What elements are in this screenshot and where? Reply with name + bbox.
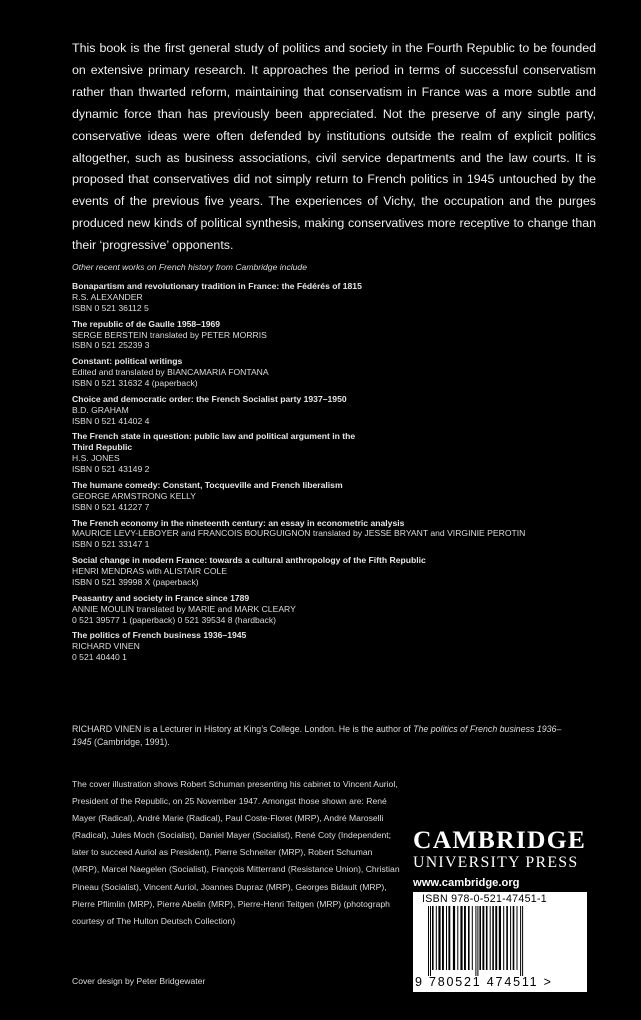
work-item	[72, 593, 572, 626]
work-title: Constant: political writings	[72, 356, 183, 367]
other-works-heading: Other recent works on French history from Cambridge include	[72, 262, 307, 272]
work-line: R.S. ALEXANDER	[72, 291, 143, 302]
work-title: Social change in modern France: towards a cultural anthropology of the Fifth Republic	[72, 555, 426, 566]
work-line: ISBN 0 521 36112 5	[72, 302, 149, 313]
barcode-bar	[492, 906, 494, 970]
barcode-bars	[422, 906, 582, 976]
publisher-name: CAMBRIDGE	[413, 825, 587, 854]
author-bio	[72, 723, 577, 749]
work-line: ANNIE MOULIN translated by MARIE and MARK CLEARY	[72, 603, 296, 614]
barcode-bar	[432, 906, 434, 970]
work-line: 0 521 39577 1 (paperback) 0 521 39534 8 (hardback)	[72, 614, 277, 625]
work-item	[72, 630, 572, 663]
book-blurb: This book is the first general study of politics and society in the Fourth Republic to be founded on extensive primary research. It approaches the period in terms of successful conservatism rather than thwarted reform, maintaining that conservatism in France was a more subtle and dynamic force than has previously been appreciated. Not the preserve of any single party, conservative ideas were often defended by institutions outside the realm of explicit politics altogether, such as business associations, civil service departments and the law courts. It is proposed that conservatives did not simply return to French politics in 1945 untouched by the events of the previous five years. The experiences of Vichy, the occupation and the purges produced new kinds of political synthesis, making conservatives more receptive to change than their ‘progressive’ opponents.	[72, 41, 596, 253]
barcode-bar	[464, 906, 466, 970]
publisher-press: UNIVERSITY PRESS	[413, 854, 579, 871]
author-bio-text: RICHARD VINEN is a Lecturer in History at King’s College. London. He is the author of	[72, 724, 414, 734]
work-line: GEORGE ARMSTRONG KELLY	[72, 490, 197, 501]
barcode-bar	[446, 906, 447, 970]
barcode-bar	[520, 906, 521, 976]
barcode-bar	[460, 906, 462, 970]
author-bio-book-title: The politics of French business 1936–1945	[72, 724, 562, 747]
barcode-bar	[448, 906, 450, 970]
barcode-bar	[513, 906, 515, 970]
barcode-bar	[479, 906, 481, 970]
barcode-bar	[442, 906, 444, 970]
work-item	[72, 319, 572, 352]
work-line: MAURICE LEVY-LEBOYER and FRANCOIS BOURGUIGNON translated by JESSE BRYANT and VIRGINIE PEROTIN	[72, 528, 526, 539]
work-item	[72, 480, 572, 513]
barcode-bar	[438, 906, 440, 970]
work-title: Bonapartism and revolutionary tradition in France: the Fédérés of 1815	[72, 281, 362, 291]
barcode-bar	[482, 906, 484, 970]
work-item	[72, 431, 572, 475]
work-line: ISBN 0 521 41227 7	[72, 501, 150, 512]
author-bio-tail: (Cambridge, 1991).	[91, 737, 170, 747]
barcode-bar	[428, 906, 429, 976]
barcode-bar	[468, 906, 470, 970]
work-line: ISBN 0 521 31632 4 (paperback)	[72, 378, 198, 389]
work-item	[72, 555, 572, 588]
barcode	[413, 892, 587, 992]
work-title: Peasantry and society in France since 1789	[72, 592, 250, 603]
other-works-list	[72, 281, 572, 668]
barcode-bar	[503, 906, 504, 970]
work-item	[72, 356, 572, 389]
work-line: ISBN 0 521 39998 X (paperback)	[72, 576, 199, 587]
barcode-bar	[506, 906, 508, 970]
barcode-bar	[499, 906, 501, 970]
barcode-bar	[453, 906, 455, 970]
work-line: ISBN 0 521 25239 3	[72, 340, 150, 351]
barcode-bar	[510, 906, 511, 970]
work-line: H.S. JONES	[72, 453, 120, 464]
barcode-bar	[477, 906, 478, 976]
barcode-bar	[495, 906, 497, 970]
barcode-number: 9 780521 474511 >	[415, 975, 553, 989]
barcode-isbn: ISBN 978-0-521-47451-1	[422, 893, 547, 905]
work-title: The politics of French business 1936–1945	[72, 630, 247, 641]
cover-design-credit: Cover design by Peter Bridgewater	[72, 976, 206, 986]
work-title: The French economy in the nineteenth century: an essay in econometric analysis	[72, 517, 405, 528]
work-item	[72, 281, 572, 314]
barcode-bar	[522, 906, 523, 976]
publisher-url: www.cambridge.org	[413, 877, 520, 889]
work-title: Choice and democratic order: the French Socialist party 1937–1950	[72, 393, 347, 404]
work-title: The republic of de Gaulle 1958–1969	[72, 318, 221, 329]
work-title: The French state in question: public law and political argument in the Third Republic	[72, 431, 356, 453]
work-item	[72, 394, 572, 427]
barcode-bar	[486, 906, 488, 970]
barcode-bar	[457, 906, 458, 970]
work-item	[72, 518, 572, 551]
cover-illustration-credit: The cover illustration shows Robert Schuman presenting his cabinet to Vincent Auriol, President of the Republic, on 25 November 1947. Amongst those shown are: René Mayer (Radical), André Marie (Radical), Paul Coste-Floret (MRP), André Maroselli (Radical), Jules Moch (Socialist), Daniel Mayer (Socialist), René Coty (Independent; later to succeed Auriol as President), Pierre Schneiter (MRP), Robert Schuman (MRP), Marcel Naegelen (Socialist), François Mitterrand (Resistance Union), Christian Pineau (Socialist), Vincent Auriol, Joannes Dupraz (MRP), Georges Bidault (MRP), Pierre Pflimlin (MRP), Pierre Abelin (MRP), Pierre-Henri Teitgen (MRP) (photograph courtesy of The Hulton Deutsch Collection)	[72, 779, 400, 926]
publisher-logo	[413, 826, 593, 889]
work-line: ISBN 0 521 33147 1	[72, 539, 150, 550]
barcode-bar	[490, 906, 491, 970]
work-line: HENRI MENDRAS with ALISTAIR COLE	[72, 566, 228, 577]
work-line: SERGE BERSTEIN translated by PETER MORRIS	[72, 329, 267, 340]
barcode-bar	[517, 906, 518, 970]
barcode-bar	[430, 906, 431, 976]
work-title: The humane comedy: Constant, Tocqueville and French liberalism	[72, 479, 343, 490]
barcode-bar	[436, 906, 437, 970]
barcode-bar	[475, 906, 476, 976]
work-line: B.D. GRAHAM	[72, 404, 129, 415]
barcode-bar	[472, 906, 473, 970]
work-line: ISBN 0 521 43149 2	[72, 464, 150, 475]
work-line: Edited and translated by BIANCAMARIA FONTANA	[72, 367, 269, 378]
work-line: 0 521 40440 1	[72, 652, 127, 663]
work-line: RICHARD VINEN	[72, 641, 140, 652]
work-line: ISBN 0 521 41402 4	[72, 415, 150, 426]
